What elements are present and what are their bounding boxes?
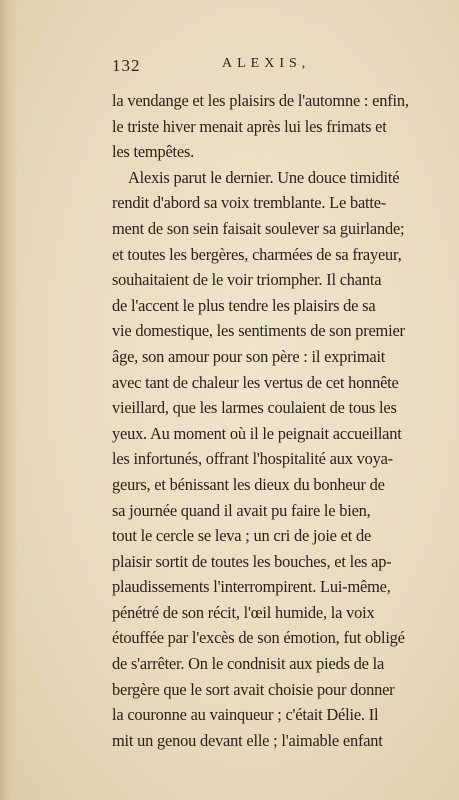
text-line: bergère que le sort avait choisie pour donner [112, 679, 395, 699]
running-title: ALEXIS, [222, 56, 311, 71]
text-line: Alexis parut le dernier. Une douce timidité [128, 167, 400, 187]
text-line: yeux. Au moment où il le peignait accueillant [112, 423, 402, 443]
page-number: 132 [112, 56, 141, 75]
text-line: vie domestique, les sentiments de son premier [112, 321, 405, 341]
text-line: geurs, et bénissant les dieux du bonheur de [112, 474, 385, 494]
text-line: plaisir sortit de toutes les bouches, et les ap- [112, 551, 392, 571]
text-line: vieillard, que les larmes coulaient de tous les [112, 398, 397, 418]
text-line: la vendange et les plaisirs de l'automne : enfin, [112, 91, 409, 110]
text-line: avec tant de chaleur les vertus de cet honnête [112, 372, 399, 392]
text-line: plaudissements l'interrompirent. Lui-même, [112, 577, 391, 597]
text-line: de s'arrêter. On le condnisit aux pieds de la [112, 654, 385, 674]
text-line: ment de son sein faisait soulever sa guirlande; [112, 218, 405, 238]
text-line: de l'accent le plus tendre les plaisirs de sa [112, 295, 376, 315]
text-line: tout le cercle se leva ; un cri de joie et de [112, 526, 372, 546]
text-line: sa journée quand il avait pu faire le bien, [112, 500, 371, 520]
text-line: pénétré de son récit, l'œil humide, la voix [112, 602, 375, 622]
text-line: le triste hiver menait après lui les frimats et [112, 116, 387, 136]
text-line: la couronne au vainqueur ; c'était Délie. Il [112, 705, 379, 725]
text-line: mit un genou devant elle ; l'aimable enfant [112, 730, 383, 750]
text-line: rendit d'abord sa voix tremblante. Le batte- [112, 193, 387, 213]
page-header [112, 56, 352, 80]
text-line: âge, son amour pour son père : il exprimait [112, 346, 386, 366]
text-line: souhaitaient de le voir triompher. Il chanta [112, 270, 382, 290]
text-line: les infortunés, offrant l'hospitalité aux voya- [112, 449, 393, 469]
page-gutter-shadow [0, 0, 18, 800]
text-line: étouffée par l'excès de son émotion, fut obligé [112, 628, 405, 648]
body-text [112, 88, 409, 753]
text-line: les tempêtes. [112, 142, 195, 162]
text-line: et toutes les bergères, charmées de sa frayeur, [112, 244, 402, 264]
